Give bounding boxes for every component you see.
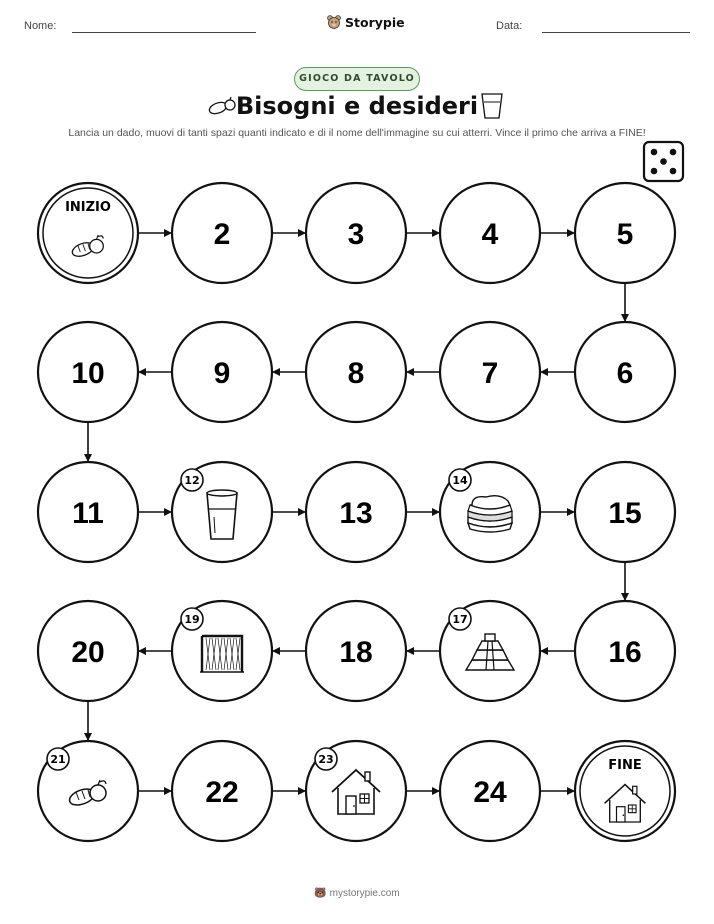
footer [0,888,714,899]
board-space-15[interactable] [575,462,675,562]
space-number: 14 [452,474,468,488]
board-space-9[interactable] [172,322,272,422]
space-number: 12 [184,474,200,488]
finish-space[interactable] [575,741,675,841]
space-circle [575,741,675,841]
board-space-7[interactable] [440,322,540,422]
board-space-4[interactable] [440,183,540,283]
board-space-20[interactable] [38,601,138,701]
game-type-badge: GIOCO DA TAVOLO [294,67,420,91]
board-space-3[interactable] [306,183,406,283]
board-space-14[interactable] [440,462,540,562]
space-number: 2 [213,218,231,251]
board-space-5[interactable] [575,183,675,283]
board-space-23[interactable] [306,741,406,841]
space-number: 3 [347,218,365,251]
board-space-24[interactable] [440,741,540,841]
board-space-12[interactable] [172,462,272,562]
board-space-6[interactable] [575,322,675,422]
board-space-2[interactable] [172,183,272,283]
glass-of-water-icon [207,490,237,539]
bread-apple-icon [208,97,235,116]
space-number: 24 [473,776,507,809]
board-space-21[interactable] [38,741,138,841]
board-space-16[interactable] [575,601,675,701]
board-space-17[interactable] [440,601,540,701]
space-number: 20 [71,636,105,669]
space-label: FINE [608,758,642,773]
space-number: 22 [205,776,239,809]
space-label: INIZIO [65,200,111,215]
space-number: 9 [213,357,231,390]
page-title: Bisogni e desideri [235,92,479,120]
start-space[interactable] [38,183,138,283]
footer-bear-icon: 🐻 [314,888,327,899]
space-number: 17 [452,613,468,627]
space-number: 7 [481,357,499,390]
footer-url: mystorypie.com [329,888,400,899]
dice-five-icon [644,142,683,181]
name-label: Nome: [24,20,57,32]
sandwich-icon [468,496,512,532]
space-number: 8 [347,357,365,390]
space-number: 6 [616,357,634,390]
space-number: 5 [616,218,634,251]
space-number: 13 [339,497,373,530]
space-number: 11 [72,497,104,530]
board-space-8[interactable] [306,322,406,422]
space-number: 15 [608,497,642,530]
space-number: 4 [481,218,499,251]
space-number: 10 [71,357,105,390]
space-number: 23 [318,753,334,767]
board-space-10[interactable] [38,322,138,422]
date-label: Data: [496,20,523,32]
instructions: Lancia un dado, muovi di tanti spazi quanti indicato e di il nome dell'immagine su cui atterri. Vince il primo che arriva a FINE! [68,127,646,139]
board-space-13[interactable] [306,462,406,562]
space-number: 16 [608,636,642,669]
brand-name: Storypie [345,14,405,30]
space-circle [38,183,138,283]
board-space-19[interactable] [172,601,272,701]
glass-of-water-icon [482,94,502,118]
board-space-11[interactable] [38,462,138,562]
space-number: 18 [339,636,373,669]
space-number: 21 [50,753,66,767]
space-number: 19 [184,613,200,627]
board-space-22[interactable] [172,741,272,841]
board-space-18[interactable] [306,601,406,701]
